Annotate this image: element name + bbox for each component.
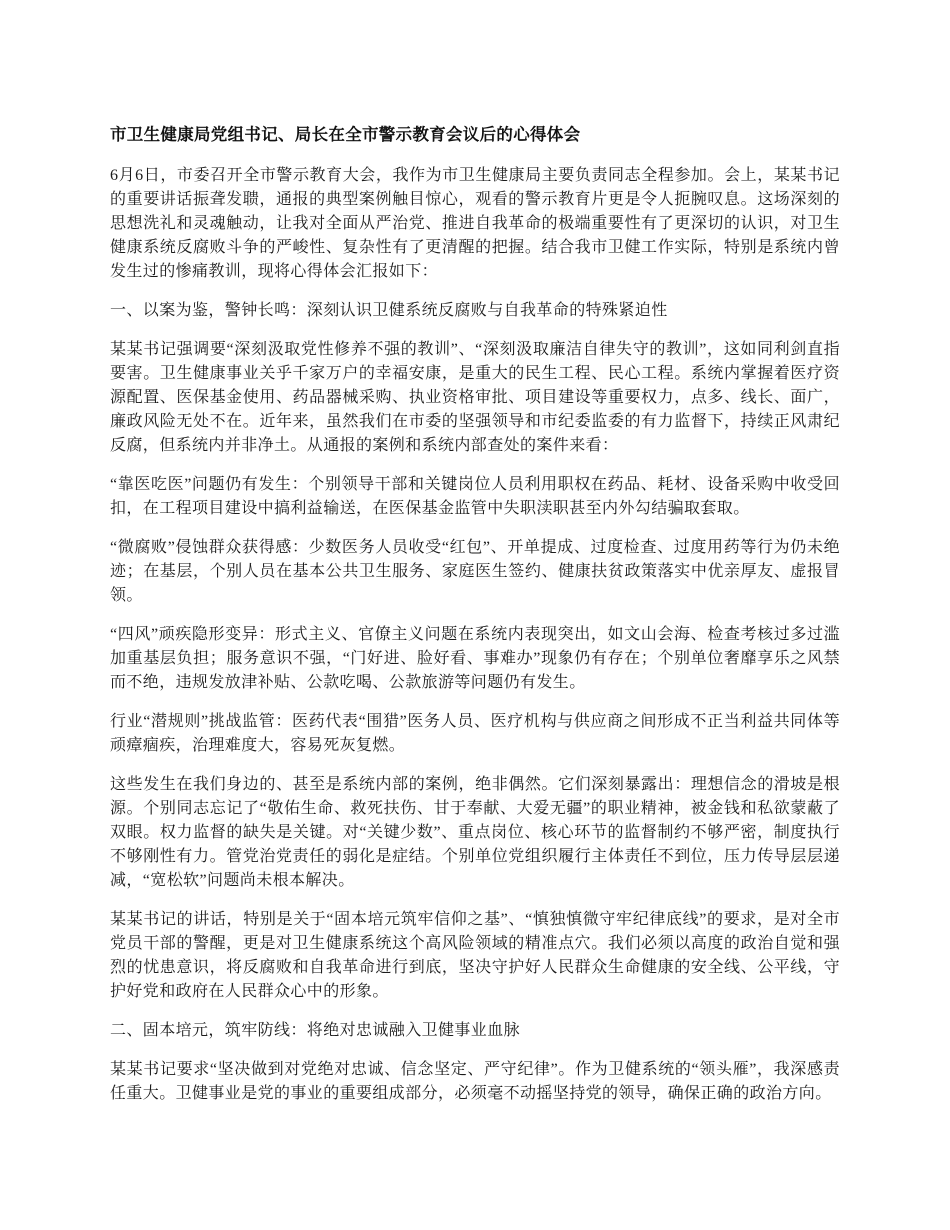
paragraph: 某某书记强调要“深刻汲取党性修养不强的教训”、“深刻汲取廉洁自律失守的教训”，这如同利剑直指要害。卫生健康事业关乎千家万户的幸福安康，是重大的民生工程、民心工程。系统内掌握着医疗资源配置、医保基金使用、药品器械采购、执业资格审批、项目建设等重要权力，点多、线长、面广，廉政风险无处不在。近年来，虽然我们在市委的坚强领导和市纪委监委的有力监督下，持续正风肃纪反腐，但系统内并非净土。从通报的案例和系统内部查处的案件来看： [110, 341, 840, 454]
paragraph: 行业“潜规则”挑战监管：医药代表“围猎”医务人员、医疗机构与供应商之间形成不正当利益共同体等顽瘴痼疾，治理难度大，容易死灰复燃。 [110, 713, 840, 754]
paragraph: “四风”顽疾隐形变异：形式主义、官僚主义问题在系统内表现突出，如文山会海、检查考核过多过滥加重基层负担；服务意识不强，“门好进、脸好看、事难办”现象仍有存在；个别单位奢靡享乐之风禁而不绝，违规发放津补贴、公款吃喝、公款旅游等问题仍有发生。 [110, 626, 840, 691]
document-title: 市卫生健康局党组书记、局长在全市警示教育会议后的心得体会 [110, 126, 581, 144]
paragraph: “微腐败”侵蚀群众获得感：少数医务人员收受“红包”、开单提成、过度检查、过度用药等行为仍未绝迹；在基层，个别人员在基本公共卫生服务、家庭医生签约、健康扶贫政策落实中优亲厚友、虚报冒领。 [110, 539, 840, 604]
paragraph: 某某书记要求“坚决做到对党绝对忠诚、信念坚定、严守纪律”。作为卫健系统的“领头雁”，我深感责任重大。卫健事业是党的事业的重要组成部分，必须毫不动摇坚持党的领导，确保正确的政治方向。 [110, 1061, 840, 1102]
paragraph: 某某书记的讲话，特别是关于“固本培元筑牢信仰之基”、“慎独慎微守牢纪律底线”的要求，是对全市党员干部的警醒，更是对卫生健康系统这个高风险领域的精准点穴。我们必须以高度的政治自觉和强烈的忧患意识，将反腐败和自我革命进行到底，坚决守护好人民群众生命健康的安全线、公平线，守护好党和政府在人民群众心中的形象。 [110, 911, 840, 1000]
paragraph: 这些发生在我们身边的、甚至是系统内部的案例，绝非偶然。它们深刻暴露出：理想信念的滑坡是根源。个别同志忘记了“敬佑生命、救死扶伤、甘于奉献、大爱无疆”的职业精神，被金钱和私欲蒙蔽了双眼。权力监督的缺失是关键。对“关键少数”、重点岗位、核心环节的监督制约不够严密，制度执行不够刚性有力。管党治党责任的弱化是症结。个别单位党组织履行主体责任不到位，压力传导层层递减，“宽松软”问题尚未根本解决。 [110, 776, 840, 889]
section-heading-2: 二、固本培元，筑牢防线：将绝对忠诚融入卫健事业血脉 [110, 1022, 521, 1039]
paragraph: “靠医吃医”问题仍有发生：个别领导干部和关键岗位人员利用职权在药品、耗材、设备采购中收受回扣，在工程项目建设中搞利益输送，在医保基金监管中失职渎职甚至内外勾结骗取套取。 [110, 476, 840, 517]
paragraph-intro: 6月6日，市委召开全市警示教育大会，我作为市卫生健康局主要负责同志全程参加。会上，某某书记的重要讲话振聋发聩，通报的典型案例触目惊心，观看的警示教育片更是令人扼腕叹息。这场深刻的思想洗礼和灵魂触动，让我对全面从严治党、推进自我革命的极端重要性有了更深切的认识，对卫生健康系统反腐败斗争的严峻性、复杂性有了更清醒的把握。结合我市卫健工作实际，特别是系统内曾发生过的惨痛教训，现将心得体会汇报如下： [110, 167, 840, 280]
section-heading-1: 一、以案为鉴，警钟长鸣：深刻认识卫健系统反腐败与自我革命的特殊紧迫性 [110, 302, 668, 319]
